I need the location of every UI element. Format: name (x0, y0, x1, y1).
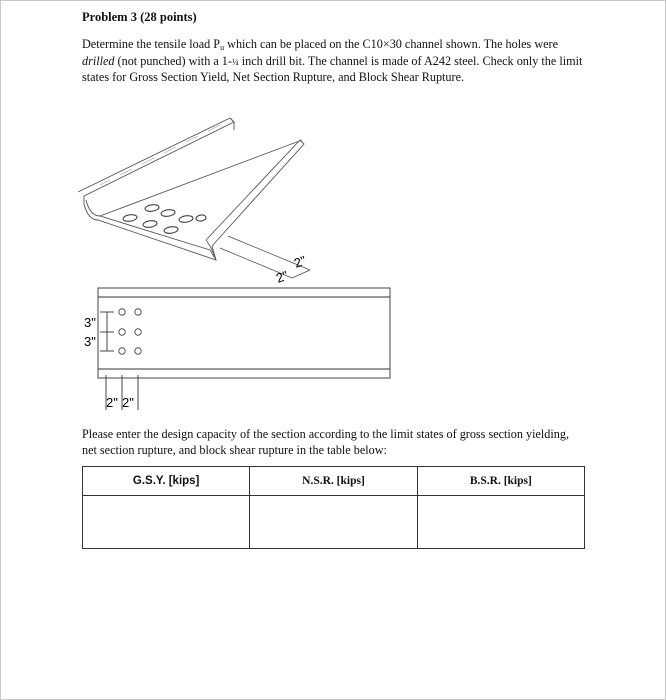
plan-holes (119, 309, 141, 354)
problem-statement (82, 37, 590, 86)
instructions-text: Please enter the design capacity of the section according to the limit states of gross section yielding, net section rupture, and block shear rupture in the table below: (82, 427, 570, 457)
statement-part-4: inch drill bit. The channel is made of A242 steel. Check only the limit states for Gross Section Yield, Net Section Rupture, and Block Shear Rupture. (82, 53, 583, 84)
channel-front-flange (206, 140, 304, 246)
problem-title: Problem 3 (28 points) (82, 10, 197, 24)
dim-2in-3d-b: 2" (273, 267, 291, 286)
answer-cell-bsr[interactable] (417, 496, 584, 549)
dim-3in-bottom: 3" (84, 334, 96, 349)
answer-cell-nsr[interactable] (250, 496, 417, 549)
answer-cell-gsy[interactable] (83, 496, 250, 549)
statement-part-1: Determine the tensile load P (82, 37, 221, 51)
statement-drilled: drilled (82, 53, 115, 68)
table-answer-row (83, 496, 585, 549)
header-bsr: B.S.R. [kips] (417, 467, 584, 496)
channel-3d-figure (70, 100, 340, 290)
bolt-holes-3d (123, 204, 207, 234)
flange-texture (100, 125, 220, 185)
table-header-row (83, 467, 585, 496)
dim-2in-3d-a: 2" (291, 252, 309, 271)
capacity-table (82, 466, 585, 549)
header-gsy: G.S.Y. [kips] (83, 467, 250, 496)
dim-2in-right: 2" (122, 395, 134, 410)
plan-outline (98, 288, 390, 378)
channel-plan-figure (70, 275, 400, 415)
channel-web (84, 204, 216, 260)
dim-3in-top: 3" (84, 315, 96, 330)
load-subscript: u (220, 43, 225, 52)
statement-part-3: (not punched) with a 1- (114, 53, 232, 68)
header-nsr: N.S.R. [kips] (250, 467, 417, 496)
dim-2in-left: 2" (106, 395, 118, 410)
statement-fraction: ¼ (231, 56, 239, 67)
statement-part-2: which can be placed on the C10×30 channel shown. The holes were (224, 37, 559, 51)
